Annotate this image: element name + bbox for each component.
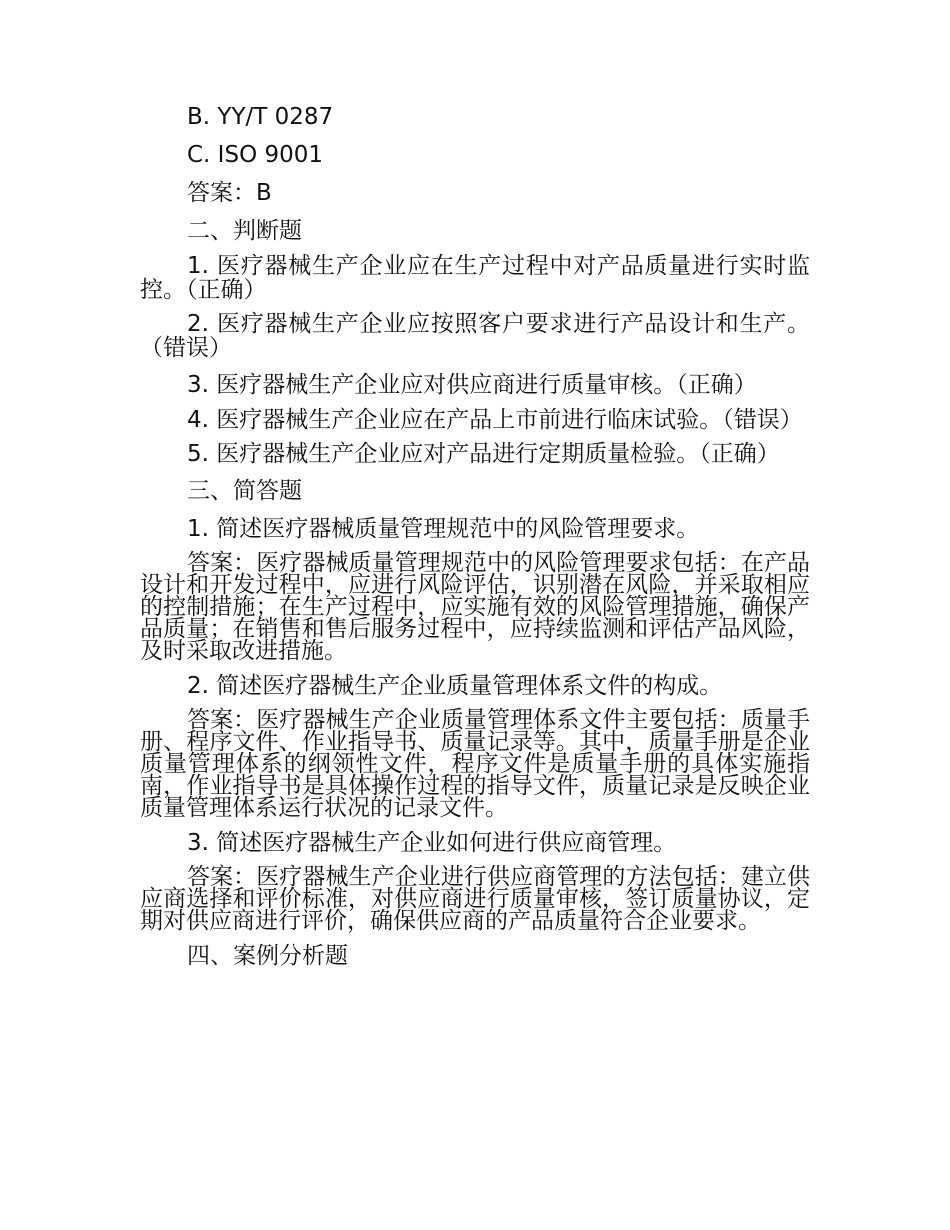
short-answer-question-3: 3. 简述医疗器械生产企业如何进行供应商管理。 bbox=[187, 830, 677, 856]
short-answer-answer-1: 答案：医疗器械质量管理规范中的风险管理要求包括：在产品设计和开发过程中，应进行风险评估，识别潜在风险，并采取相应的控制措施；在生产过程中，应实施有效的风险管理措施，确保产品质量；在销售和售后服务过程中，应持续监测和评估产品风险，及时采取改进措施。 bbox=[140, 550, 810, 664]
short-answer-question-2: 2. 简述医疗器械生产企业质量管理体系文件的构成。 bbox=[187, 673, 723, 699]
judgment-item-3: 3. 医疗器械生产企业应对供应商进行质量审核。（正确） bbox=[187, 372, 757, 398]
option-c: C. ISO 9001 bbox=[187, 142, 324, 168]
answer-line: 答案：B bbox=[187, 180, 272, 206]
section-heading-case-analysis: 四、案例分析题 bbox=[187, 943, 348, 969]
judgment-item-2: 2. 医疗器械生产企业应按照客户要求进行产品设计和生产。（错误） bbox=[140, 311, 810, 361]
section-heading-short-answer: 三、简答题 bbox=[187, 478, 302, 504]
judgment-item-4: 4. 医疗器械生产企业应在产品上市前进行临床试验。（错误） bbox=[187, 407, 803, 433]
short-answer-answer-3: 答案：医疗器械生产企业进行供应商管理的方法包括：建立供应商选择和评价标准，对供应商进行质量审核，签订质量协议，定期对供应商进行评价，确保供应商的产品质量符合企业要求。 bbox=[140, 864, 810, 934]
document-body bbox=[140, 102, 810, 979]
judgment-item-5: 5. 医疗器械生产企业应对产品进行定期质量检验。（正确） bbox=[187, 441, 780, 467]
section-heading-judgment: 二、判断题 bbox=[187, 218, 302, 244]
short-answer-answer-2: 答案：医疗器械生产企业质量管理体系文件主要包括：质量手册、程序文件、作业指导书、质量记录等。其中，质量手册是企业质量管理体系的纲领性文件，程序文件是质量手册的具体实施指南，作业指导书是具体操作过程的指导文件，质量记录是反映企业质量管理体系运行状况的记录文件。 bbox=[140, 707, 810, 821]
judgment-item-1: 1. 医疗器械生产企业应在生产过程中对产品质量进行实时监控。（正确） bbox=[140, 253, 810, 303]
short-answer-question-1: 1. 简述医疗器械质量管理规范中的风险管理要求。 bbox=[187, 516, 700, 542]
option-b: B. YY/T 0287 bbox=[187, 104, 334, 130]
